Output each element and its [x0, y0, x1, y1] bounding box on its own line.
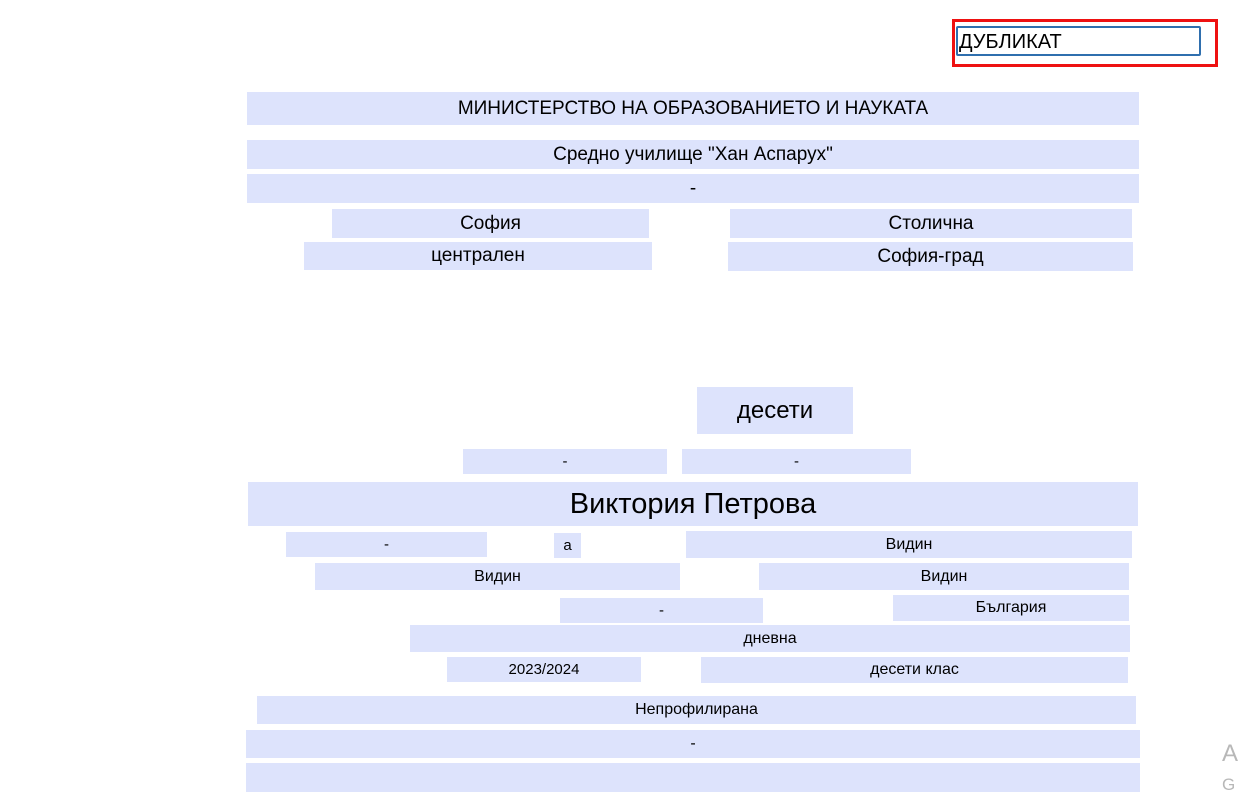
school-municipality-field[interactable]: Столична	[730, 209, 1132, 238]
specialty-field[interactable]: -	[246, 730, 1140, 758]
class-name-field[interactable]: десети клас	[701, 657, 1128, 683]
school-extra-field[interactable]: -	[247, 174, 1139, 203]
duplicate-input[interactable]	[956, 26, 1201, 56]
birth-municipality-field[interactable]: Видин	[315, 563, 680, 590]
ministry-field[interactable]: МИНИСТЕРСТВО НА ОБРАЗОВАНИЕТО И НАУКАТА	[247, 92, 1139, 125]
birth-extra-field[interactable]: -	[560, 598, 763, 623]
school-district-field[interactable]: централен	[304, 242, 652, 270]
country-field[interactable]: България	[893, 595, 1129, 621]
student-name-field[interactable]: Виктория Петрова	[248, 482, 1138, 526]
birth-place-field[interactable]: Видин	[686, 531, 1132, 558]
birth-region-field[interactable]: Видин	[759, 563, 1129, 590]
profile-field[interactable]: Непрофилирана	[257, 696, 1136, 724]
gender-suffix-field[interactable]: а	[554, 533, 581, 558]
grade-word-field[interactable]: десети	[697, 387, 853, 434]
edge-glyph-bottom: G	[1222, 775, 1236, 794]
edge-glyph-top: A	[1222, 740, 1238, 767]
school-region-field[interactable]: София-град	[728, 242, 1133, 271]
school-year-field[interactable]: 2023/2024	[447, 657, 641, 682]
last-field[interactable]	[246, 763, 1140, 792]
school-name-field[interactable]: Средно училище "Хан Аспарух"	[247, 140, 1139, 169]
school-city-field[interactable]: София	[332, 209, 649, 238]
id-field[interactable]: -	[286, 532, 487, 557]
study-form-field[interactable]: дневна	[410, 625, 1130, 652]
field-a[interactable]: -	[463, 449, 667, 474]
field-b[interactable]: -	[682, 449, 911, 474]
